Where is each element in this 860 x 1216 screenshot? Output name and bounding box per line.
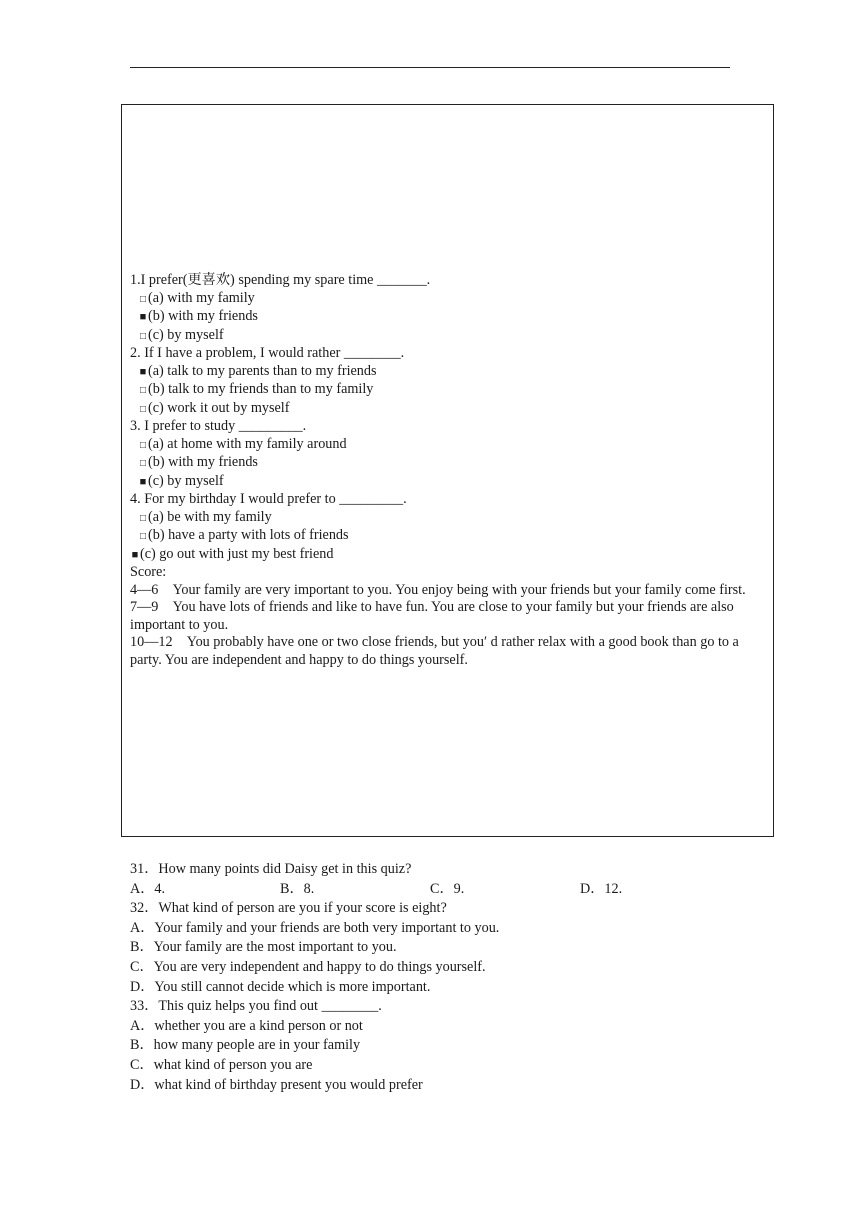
checkbox-filled-icon: ■ xyxy=(139,365,147,378)
question-32: 32．What kind of person are you if your score is eight? xyxy=(130,900,447,917)
choice-31-d: D．12. xyxy=(580,880,623,897)
header-rule xyxy=(130,67,730,68)
checkbox-empty-icon: □ xyxy=(139,531,147,542)
quiz-box xyxy=(121,104,774,837)
quiz-option-1b: ■ (b) with my friends xyxy=(130,308,760,327)
choice-33-c: C．what kind of person you are xyxy=(130,1056,313,1073)
score-range-10-12: 10—12 You probably have one or two close friends, but you′ d rather relax with a good book than go to a party. You are independent and happy to do things yourself. xyxy=(130,634,739,668)
quiz-question-2: 2. If I have a problem, I would rather ________. xyxy=(130,345,405,361)
quiz-question-3: 3. I prefer to study _________. xyxy=(130,418,307,434)
checkbox-empty-icon: □ xyxy=(139,293,147,305)
choice-32-c: C．You are very independent and happy to do things yourself. xyxy=(130,958,486,975)
checkbox-empty-icon: □ xyxy=(139,330,147,342)
choice-32-b: B．Your family are the most important to you. xyxy=(130,939,397,956)
checkbox-filled-icon: ■ xyxy=(139,311,147,323)
choice-33-a: A．whether you are a kind person or not xyxy=(130,1017,363,1034)
choice-33-d: D．what kind of birthday present you would prefer xyxy=(130,1076,423,1093)
checkbox-filled-icon: ■ xyxy=(131,548,139,561)
choice-32-a: A．Your family and your friends are both very important to you. xyxy=(130,919,500,936)
checkbox-empty-icon: □ xyxy=(139,403,147,415)
choice-32-d: D．You still cannot decide which is more important. xyxy=(130,978,431,995)
quiz-option-3b: □ (b) with my friends xyxy=(130,454,760,473)
quiz-option-1a: □ (a) with my family xyxy=(130,290,760,309)
quiz-option-4c: ■ (c) go out with just my best friend xyxy=(130,546,760,565)
choice-33-b: B．how many people are in your family xyxy=(130,1037,361,1054)
quiz-option-2a: ■ (a) talk to my parents than to my friends xyxy=(130,363,760,382)
checkbox-empty-icon: □ xyxy=(139,458,147,469)
question-33: 33．This quiz helps you find out ________. xyxy=(130,998,382,1015)
quiz-option-2b: □ (b) talk to my friends than to my family xyxy=(130,381,760,400)
quiz-option-4b: □ (b) have a party with lots of friends xyxy=(130,527,760,546)
checkbox-empty-icon: □ xyxy=(139,512,147,524)
quiz-option-4a: □ (a) be with my family xyxy=(130,509,760,528)
quiz-question-1: 1.I prefer(更喜欢) spending my spare time _______. xyxy=(130,272,431,288)
checkbox-filled-icon: ■ xyxy=(139,475,147,488)
score-label: Score: xyxy=(130,564,167,580)
quiz-option-2c: □ (c) work it out by myself xyxy=(130,400,760,419)
choice-31-b: B．8. xyxy=(280,880,315,897)
score-range-4-6: 4—6 Your family are very important to you. You enjoy being with your friends but your family come first. xyxy=(130,581,746,598)
checkbox-empty-icon: □ xyxy=(139,385,147,396)
choice-31-a: A．4. xyxy=(130,880,166,897)
question-31-choices xyxy=(130,880,770,900)
quiz-content xyxy=(130,272,760,669)
score-range-7-9: 7—9 You have lots of friends and like to have fun. You are close to your family but your friends are also important to you. xyxy=(130,599,734,633)
quiz-question-4: 4. For my birthday I would prefer to _________. xyxy=(130,491,407,507)
checkbox-empty-icon: □ xyxy=(139,439,147,451)
choice-31-c: C．9. xyxy=(430,880,465,897)
quiz-option-3c: ■ (c) by myself xyxy=(130,473,760,492)
quiz-option-1c: □ (c) by myself xyxy=(130,327,760,346)
quiz-option-3a: □ (a) at home with my family around xyxy=(130,436,760,455)
question-31: 31．How many points did Daisy get in this quiz? xyxy=(130,861,412,877)
comprehension-questions xyxy=(130,860,770,1095)
